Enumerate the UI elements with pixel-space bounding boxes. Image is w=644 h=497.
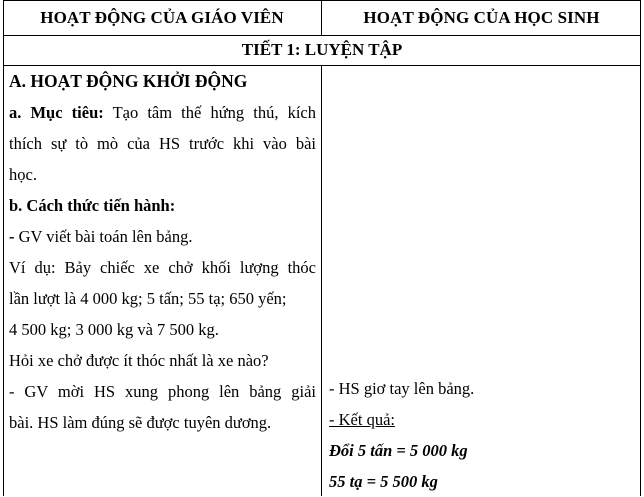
result-line-1: Đổi 5 tấn = 5 000 kg xyxy=(329,441,468,460)
step-1 xyxy=(9,221,316,252)
example-line-3: 4 500 kg; 3 000 kg và 7 500 kg. xyxy=(9,320,219,339)
header-teacher-activity: HOẠT ĐỘNG CỦA GIÁO VIÊN xyxy=(40,7,284,27)
objective-line-2: thích sự tò mò của HS trước khi vào bài xyxy=(9,134,316,153)
objective-line-3: học. xyxy=(9,165,37,184)
objective-line-1 xyxy=(9,97,316,128)
example-line-1: Ví dụ: Bảy chiếc xe chở khối lượng thóc xyxy=(9,258,316,277)
step-1-dash: - xyxy=(9,227,15,246)
student-activity-cell xyxy=(329,373,634,497)
result-label: - Kết quả: xyxy=(329,410,395,429)
step-1-text: GV viết bài toán lên bảng. xyxy=(14,227,193,246)
teacher-activity-cell xyxy=(9,66,316,438)
question: Hỏi xe chở được ít thóc nhất là xe nào? xyxy=(9,351,269,370)
header-student-activity: HOẠT ĐỘNG CỦA HỌC SINH xyxy=(363,7,600,27)
step-2-line-1: - GV mời HS xung phong lên bảng giải xyxy=(9,382,316,401)
example-line-2: lần lượt là 4 000 kg; 5 tấn; 55 tạ; 650 yến; xyxy=(9,289,287,308)
step-2-line-2: bài. HS làm đúng sẽ được tuyên dương. xyxy=(9,413,272,432)
raise-hand: - HS giơ tay lên bảng. xyxy=(329,379,475,398)
objective-text: Tạo tâm thế hứng thú, kích xyxy=(103,103,316,122)
lesson-title: TIẾT 1: LUYỆN TẬP xyxy=(241,40,403,59)
section-title: A. HOẠT ĐỘNG KHỞI ĐỘNG xyxy=(9,71,248,91)
body-column-divider xyxy=(321,65,322,496)
method-label: b. Cách thức tiến hành: xyxy=(9,196,176,215)
objective-label: a. Mục tiêu: xyxy=(9,103,104,122)
result-line-2: 55 tạ = 5 500 kg xyxy=(329,472,438,491)
